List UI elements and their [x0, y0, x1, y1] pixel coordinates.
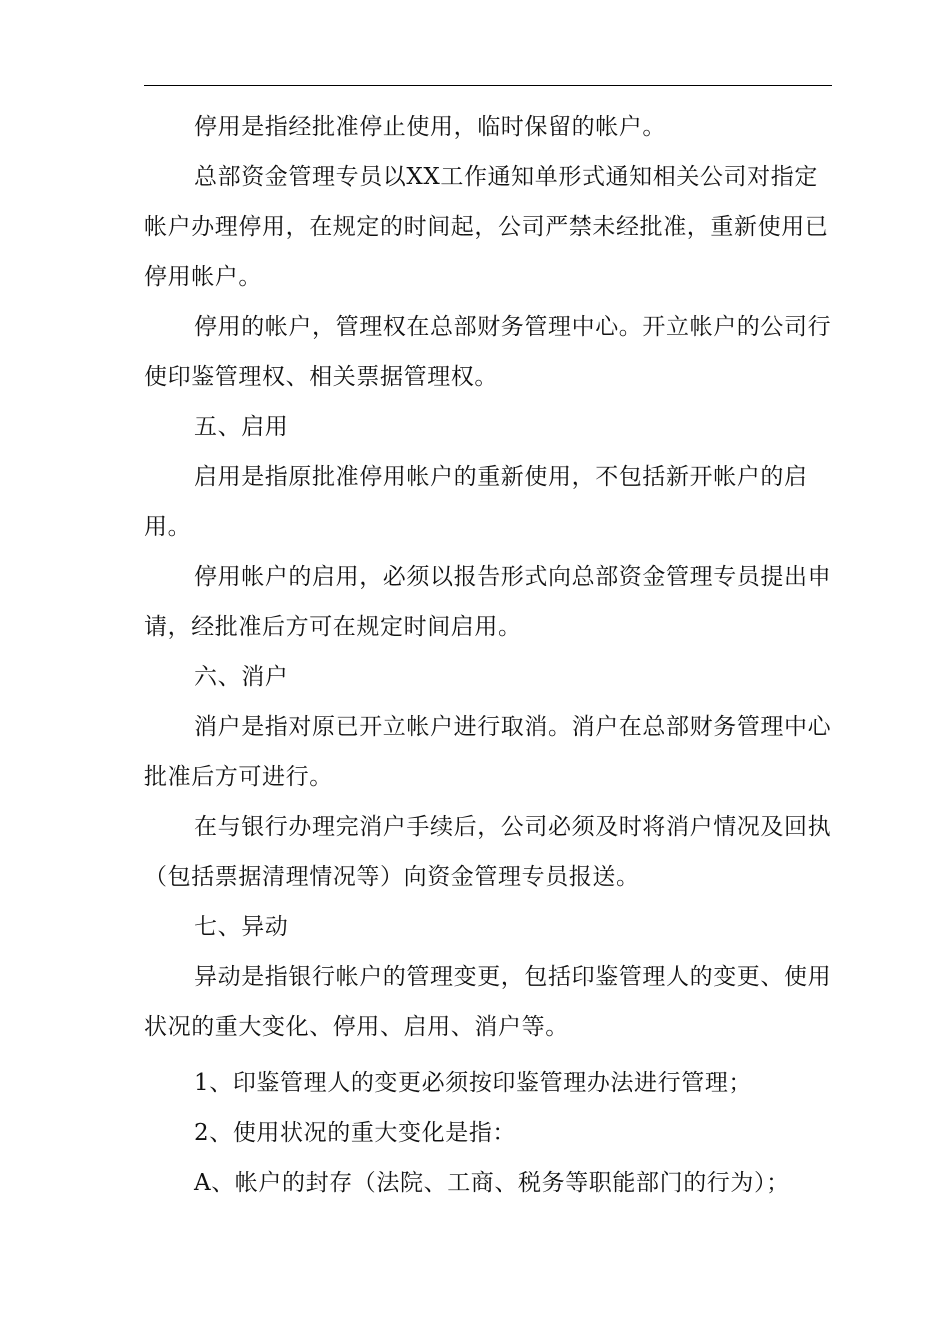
list-item-seal-manager-change: 1、印鉴管理人的变更必须按印鉴管理办法进行管理； — [194, 1070, 753, 1096]
paragraph-deactivation-notice: 总部资金管理专员以XX工作通知单形式通知相关公司对指定帐户办理停用，在规定的时间起，公司严禁未经批准，重新使用已停用帐户。 — [144, 164, 829, 290]
list-item-usage-change: 2、使用状况的重大变化是指： — [194, 1120, 517, 1146]
section-heading-closure: 六、消户 — [194, 664, 289, 690]
document-body — [144, 102, 834, 1208]
paragraph-change-definition: 异动是指银行帐户的管理变更，包括印鉴管理人的变更、使用状况的重大变化、停用、启用、消户等。 — [144, 964, 832, 1040]
paragraph-activation-procedure: 停用帐户的启用，必须以报告形式向总部资金管理专员提出申请，经批准后方可在规定时间启用。 — [144, 564, 832, 640]
paragraph-closure-definition: 消户是指对原已开立帐户进行取消。消户在总部财务管理中心批准后方可进行。 — [144, 714, 832, 790]
paragraph-deactivation-rights: 停用的帐户，管理权在总部财务管理中心。开立帐户的公司行使印鉴管理权、相关票据管理权。 — [144, 314, 832, 390]
list-item-account-sealing: A、帐户的封存（法院、工商、税务等职能部门的行为）； — [194, 1170, 790, 1196]
header-rule — [144, 85, 832, 86]
paragraph-closure-procedure: 在与银行办理完消户手续后，公司必须及时将消户情况及回执（包括票据清理情况等）向资金管理专员报送。 — [144, 814, 832, 890]
section-heading-change: 七、异动 — [194, 914, 289, 940]
paragraph-deactivation-definition: 停用是指经批准停止使用，临时保留的帐户。 — [194, 114, 666, 140]
section-heading-activation: 五、启用 — [194, 414, 289, 440]
paragraph-activation-definition: 启用是指原批准停用帐户的重新使用，不包括新开帐户的启用。 — [144, 464, 808, 540]
